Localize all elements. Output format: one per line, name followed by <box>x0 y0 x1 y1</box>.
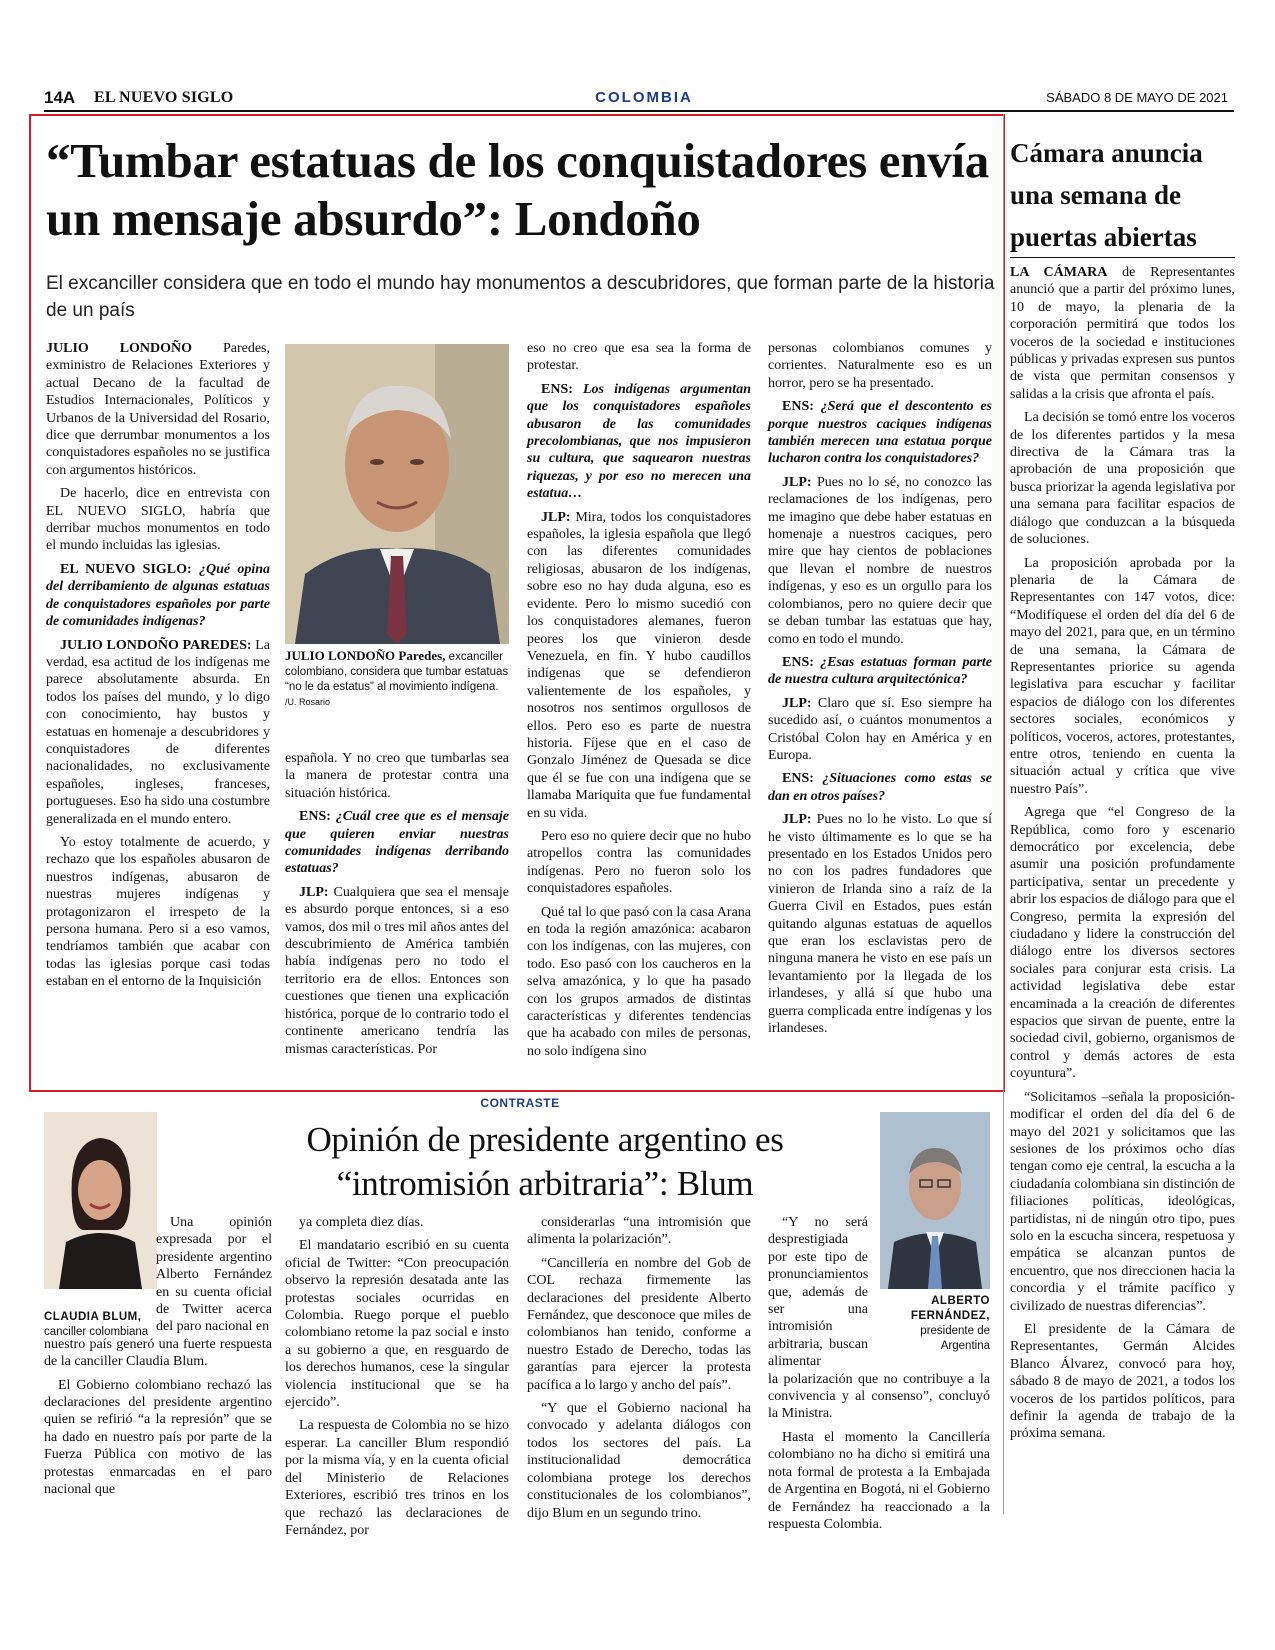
body-text: Agrega que “el Congreso de la República, como foro y escenario democrático por excelencia, debe asumir una posición profundamente participativa, sentar un precedente y abrir los espacios de diálogo para que el Congreso, permita la expresión del ciudadano y lidere la construcción del diálogo entre los diversos sectores sociales para conjurar esta crisis. La actividad legislativa debe estar encaminada a la creación de diferentes espacios que sirvan de puente, entre la sociedad civil, gobierno, organismos de control y demás actores de esta coyuntura”. <box>1010 805 1235 1082</box>
body-text: El presidente de la Cámara de Representantes, Germán Alcides Blanco Álvarez, convocó para hoy, sábado 8 de mayo de 2021, a todos los voceros de los partidos políticos, para definir la agenda de trabajo de la próxima semana. <box>1010 1321 1235 1442</box>
paragraph <box>768 654 992 689</box>
body-text: Cualquiera que sea el mensaje es absurdo porque entonces, si a eso vamos, dos mil o tres mil años antes del descubrimiento de América también había indígenas pero no todo el territorio era de ellos. Entonces son cuestiones que tienen una explicación histórica, porque de lo contrario todo el continente americano tendría las mismas características. Por <box>285 884 509 1057</box>
paragraph: ya completa diez días. <box>299 1215 424 1230</box>
main-column-4 <box>768 340 992 1043</box>
paragraph <box>527 509 751 822</box>
bottom-headline: Opinión de presidente argentino es “intromisión arbitraria”: Blum <box>306 1120 784 1203</box>
main-column-2 <box>285 750 509 1064</box>
body-text: de Representantes anunció que a partir del próximo lunes, 10 de mayo, la plenaria de la corporación permitirá que todos los voceros de la sociedad e instituciones públicas y privadas expresen sus puntos de vista que permitan consensos y salidas a la crisis que afronta el país. <box>1010 265 1235 402</box>
paragraph: “Y no será desprestigiada por este tipo de pronunciamientos que, además de ser una intromisión arbitraria, buscan alimentar <box>768 1215 869 1370</box>
issue-date: SÁBADO 8 DE MAYO DE 2021 <box>1046 90 1228 105</box>
body-text: personas colombianos comunes y corrientes. Naturalmente eso es un horror, pero se ha presentado. <box>768 341 992 391</box>
paragraph <box>1010 409 1235 548</box>
paragraph <box>46 637 270 828</box>
paragraph: El Gobierno colombiano rechazó las declaraciones del presidente argentino quien se refirió “a la represión” que se ha dado en nuestro país por parte de la Fuerza Pública con motivo de las protestas enmarcadas en el paro nacional que <box>44 1377 272 1498</box>
bottom-column-2 <box>285 1214 509 1545</box>
page-number: 14A <box>44 88 76 107</box>
paragraph <box>1010 804 1235 1083</box>
paragraph <box>768 340 992 392</box>
paragraph: nuestro país generó una fuerte respuesta de la canciller Claudia Blum. <box>44 1336 272 1370</box>
paragraph <box>285 884 509 1058</box>
interview-question: ¿Cuál cree que es el mensaje que quieren enviar nuestras comunidades indígenas derribando estatuas? <box>285 809 509 877</box>
paragraph: Una opinión expresada por el presidente argentino Alberto Fernández en su cuenta oficial de Twitter acerca del paro nacional en <box>156 1215 272 1335</box>
body-text: española. Y no creo que tumbarlas sea la manera de protestar contra una situación histórica. <box>285 751 509 801</box>
paragraph <box>768 695 992 765</box>
paragraph: la polarización que no contribuye a la convivencia y al consenso”, concluyó la Ministra. <box>768 1371 990 1422</box>
column-divider <box>1003 114 1004 1514</box>
paragraph <box>768 398 992 468</box>
lead-in: LA CÁMARA <box>1010 265 1108 280</box>
photo-julio-londono <box>285 344 509 644</box>
paragraph <box>46 561 270 631</box>
bottom-column-3 <box>527 1214 751 1528</box>
body-text: Pues no lo sé, no conozco las reclamaciones de los indígenas, pero me imagino que debe haber estatuas en homenaje a nuestros caciques, pero mire que hay cientos de poblaciones que llevan el nombre de nuestros indígenas, y eso es un orgullo para los colombianos, pero no quiere decir que se deban tumbar las estatuas que hay, como en todo el mundo. <box>768 474 992 647</box>
newspaper-name: EL NUEVO SIGLO <box>94 89 234 106</box>
sidebar-column <box>1010 264 1235 1449</box>
bottom-column-4 <box>768 1214 990 1539</box>
speaker-label: ENS: <box>782 771 814 787</box>
body-text: Pero eso no quiere decir que no hubo atropellos contra las comunidades indígenas. Pero no fueron solo los conquistadores españoles. <box>527 828 751 897</box>
paragraph <box>1010 555 1235 799</box>
paragraph <box>768 474 992 648</box>
paragraph <box>285 750 509 802</box>
lead-in: JULIO LONDOÑO <box>46 341 193 356</box>
speaker-label: ENS: <box>782 399 814 415</box>
body-text: Pues no lo he visto. Lo que sí he visto últimamente es lo que se ha presentado en los Estados Unidos pero no con los padres fundadores que vinieron de Irlanda sino a raíz de la Guerra Civil en Estados, pues están quitando algunas estatuas de aquellos que eran los esclavistas pero de ninguna manera he visto en ese país un levantamiento por la llegada de los irlandeses, y allá sí que hubo una guerra complicada entre indígenas y los irlandeses. <box>768 812 992 1037</box>
body-text: Claro que sí. Eso siempre ha sucedido así, o cuántos monumentos a Cristóbal Colon hay en América y en Europa. <box>768 695 992 763</box>
paragraph <box>46 834 270 991</box>
paragraph <box>1010 1321 1235 1443</box>
main-column-1 <box>46 340 270 997</box>
paragraph <box>527 381 751 503</box>
paragraph <box>768 811 992 1037</box>
body-text: Mira, todos los conquistadores españoles, la iglesia española que llegó con las diferentes comunidades religiosas, abusaron de los indígenas, sobre eso no hay duda alguna, eso es evidente. Pero lo mismo sucedió con los conquistadores alemanes, fueron peores los que vinieron desde Venezuela, en fin. Y hubo caudillos indígenas que se defendieron valientemente de los españoles, y nosotros nos sentimos orgullosos de ellos. Pero eso es parte de nuestra historia. Fíjese que en el caso de Gonzalo Jiménez de Quesada se dice que él se fue con una indígena que se llamaba Mariquita que fue fundamental en su vida. <box>527 509 751 821</box>
body-text: La verdad, esa actitud de los indígenas me parece absolutamente absurda. En todos los países del mundo, y lo digo con conocimiento, hay bustos y estatuas en homenaje a descubridores y conquistadores de diferentes nacionalidades, no exclusivamente españoles, ingleses, franceses, portugueses. Eso ha sido una costumbre generalizada en el mundo entero. <box>46 637 271 827</box>
paragraph <box>285 808 509 878</box>
photo-caption-1 <box>285 648 509 710</box>
paragraph <box>46 340 270 479</box>
paragraph <box>46 485 270 555</box>
speaker-label: JLP: <box>782 474 812 490</box>
main-headline: “Tumbar estatuas de los conquistadores envía un mensaje absurdo”: Londoño <box>46 133 989 246</box>
contraste-label: CONTRASTE <box>480 1096 560 1110</box>
paragraph <box>768 770 992 805</box>
interview-question: ¿Esas estatuas forman parte de nuestra cultura arquitectónica? <box>768 654 992 688</box>
paragraph <box>527 340 751 375</box>
caption-text: excanciller colombiano, considera que tumbar estatuas “no le da estatus” al movimiento indígena. <box>285 651 509 693</box>
interview-question: ¿Situaciones como estas se dan en otros países? <box>768 771 992 804</box>
paragraph <box>1010 264 1235 403</box>
speaker-label: JLP: <box>541 509 571 525</box>
interview-question: Los indígenas argumentan que los conquistadores españoles abusaron de las comunidades precolombianas, que nos impusieron su cultura, que saquearon nuestras riquezas, y por eso no merecen una estatua… <box>527 381 751 502</box>
sidebar-headline: Cámara anuncia una semana de puertas abiertas <box>1010 138 1203 252</box>
paragraph: La respuesta de Colombia no se hizo esperar. La canciller Blum respondió por la misma vía, y en la cuenta oficial del Ministerio de Relaciones Exteriores, escribió tres trinos en los que rechazó las declaraciones de Fernández, por <box>285 1418 509 1538</box>
interview-question: ¿Qué opina del derribamiento de algunas estatuas de conquistadores españoles por parte de comunidades indígenas? <box>46 561 270 630</box>
body-text: “Solicitamos –señala la proposición- modificar el orden del día del 6 de mayo del 2021 y solicitamos que las sesiones de los próximos ocho días tengan como eje central, la escucha a la ciudadanía colombiana sin distinción de filiaciones políticas, ideológicas, partidistas, ni de ningún otro tipo, pues solo en la escucha sincera, respetuosa y empática se alcanzan puntos de encuentro, que nos direccionen hacia la concordia y el trámite pacífico y civilizado de nuestras diferencias”. <box>1010 1089 1235 1314</box>
body-text: De hacerlo, dice en entrevista con EL NUEVO SIGLO, habría que derribar muchos monumentos en todo el mundo incluidas las iglesias. <box>46 486 270 554</box>
caption-text: canciller colombiana <box>44 1326 149 1338</box>
caption-text: presidente de Argentina <box>920 1325 990 1352</box>
speaker-label: EL NUEVO SIGLO: <box>60 561 192 577</box>
main-deck: El excanciller considera que en todo el mundo hay monumentos a descubridores, que forman parte de la historia de un país <box>46 273 995 321</box>
paragraph: considerarlas “una intromisión que alimenta la polarización”. <box>527 1215 751 1248</box>
paragraph: El mandatario escribió en su cuenta oficial de Twitter: “Con preocupación observo la represión desatada ante las protestas sociales ocurridas en Colombia. Ruego porque el pueblo colombiano retome la paz social e insto a su gobierno a que, en resguardo de los derechos humanos, cese la singular violencia institucional que se ha ejercido”. <box>285 1238 509 1411</box>
body-text: Qué tal lo que pasó con la casa Arana en toda la región amazónica: acabaron con los indígenas, con las mujeres, con todo. Eso pasó con los caucheros en la selva amazónica, y lo que ha pasado con los grupos armados de distintas características y diferentes tendencias que ha acabado con miles de personas, no solo indígena sino <box>527 904 751 1059</box>
bottom-column-1 <box>44 1214 272 1505</box>
interview-question: ¿Será que el descontento es porque nuestros caciques indígenas también merecen una estatua porque lucharon contra los conquistadores? <box>768 399 992 467</box>
paragraph: “Cancillería en nombre del Gob de COL rechaza firmemente las declaraciones del presidente Alberto Fernández, que desconoce que miles de colombianos han tenido, conforme a nuestro Estado de Derecho, todas las garantías para ejercer la protesta pacífica a lo largo y ancho del país”. <box>527 1255 751 1393</box>
body-text: Yo estoy totalmente de acuerdo, y rechazo que los españoles abusaron de nuestros indígenas, abusaron de nuestras mujeres indígenas y protagonizaron el irrespeto de la persona humana. Pero si a eso vamos, tendríamos también que acabar con todas las iglesias porque casi todas estaban en el entorno de la Inquisición <box>46 834 270 990</box>
paragraph: “Y que el Gobierno nacional ha convocado y adelanta diálogos con todos los sectores del país. La institucionalidad democrática colombiana protege los derechos constitucionales de los colombianos”, dijo Blum en un segundo trino. <box>527 1401 751 1521</box>
caption-name: CLAUDIA BLUM, <box>44 1311 142 1323</box>
portrait-man-icon <box>285 344 509 644</box>
speaker-label: ENS: <box>541 381 573 397</box>
body-text: La decisión se tomó entre los voceros de los diferentes partidos y la mesa directiva de la Cámara tras la aprobación de una proposición que busca priorizar la agenda legislativa por una semana para facilitar espacios de diálogo que conduzcan a la búsqueda de soluciones. <box>1010 410 1235 548</box>
header-rule <box>44 110 1234 112</box>
paragraph <box>1010 1089 1235 1315</box>
main-column-3 <box>527 340 751 1066</box>
paragraph: Hasta el momento la Cancillería colombiano no ha dicho si emitirá una nota formal de protesta a la Embajada de Argentina en Bogotá, ni el Gobierno de Fernández ha reaccionado a la respuesta Colombia. <box>768 1429 990 1532</box>
body-text: La proposición aprobada por la plenaria de la Cámara de Representantes con 147 votos, dice: “Modifíquese el orden del día del 6 de mayo del 2021, para que, en un término de una semana, la Cámara de Representantes priorice su agenda legislativa para escuchar y facilitar espacios de diálogo con los diferentes sectores sociales, económicos y políticos, voceros, actores, protestantes, entre otros, teniendo en cuenta la situación actual y crítica que vive nuestro País”. <box>1010 555 1235 797</box>
sidebar-rule <box>1010 257 1235 258</box>
body-text: eso no creo que esa sea la forma de protestar. <box>527 341 751 374</box>
section-label: COLOMBIA <box>595 89 693 106</box>
body-text: Paredes, exministro de Relaciones Exteriores y actual Decano de la facultad de Estudios Internacionales, Políticos y Urbanos de la Universidad del Rosario, dice que derrumbar monumentos a los conquistadores españoles no se justifica con argumentos históricos. <box>46 341 270 478</box>
speaker-label: JLP: <box>299 884 329 900</box>
speaker-label: ENS: <box>782 654 814 670</box>
speaker-label: JLP: <box>782 812 812 828</box>
page-header <box>44 88 1234 110</box>
speaker-label: JULIO LONDOÑO PAREDES: <box>60 637 252 653</box>
photo-credit: /U. Rosario <box>285 697 331 707</box>
speaker-label: ENS: <box>299 809 331 825</box>
paragraph <box>527 904 751 1061</box>
caption-name: ALBERTO FERNÁNDEZ, <box>910 1295 990 1322</box>
paragraph <box>527 828 751 898</box>
caption-name: JULIO LONDOÑO Paredes, <box>285 648 446 663</box>
speaker-label: JLP: <box>782 695 812 711</box>
